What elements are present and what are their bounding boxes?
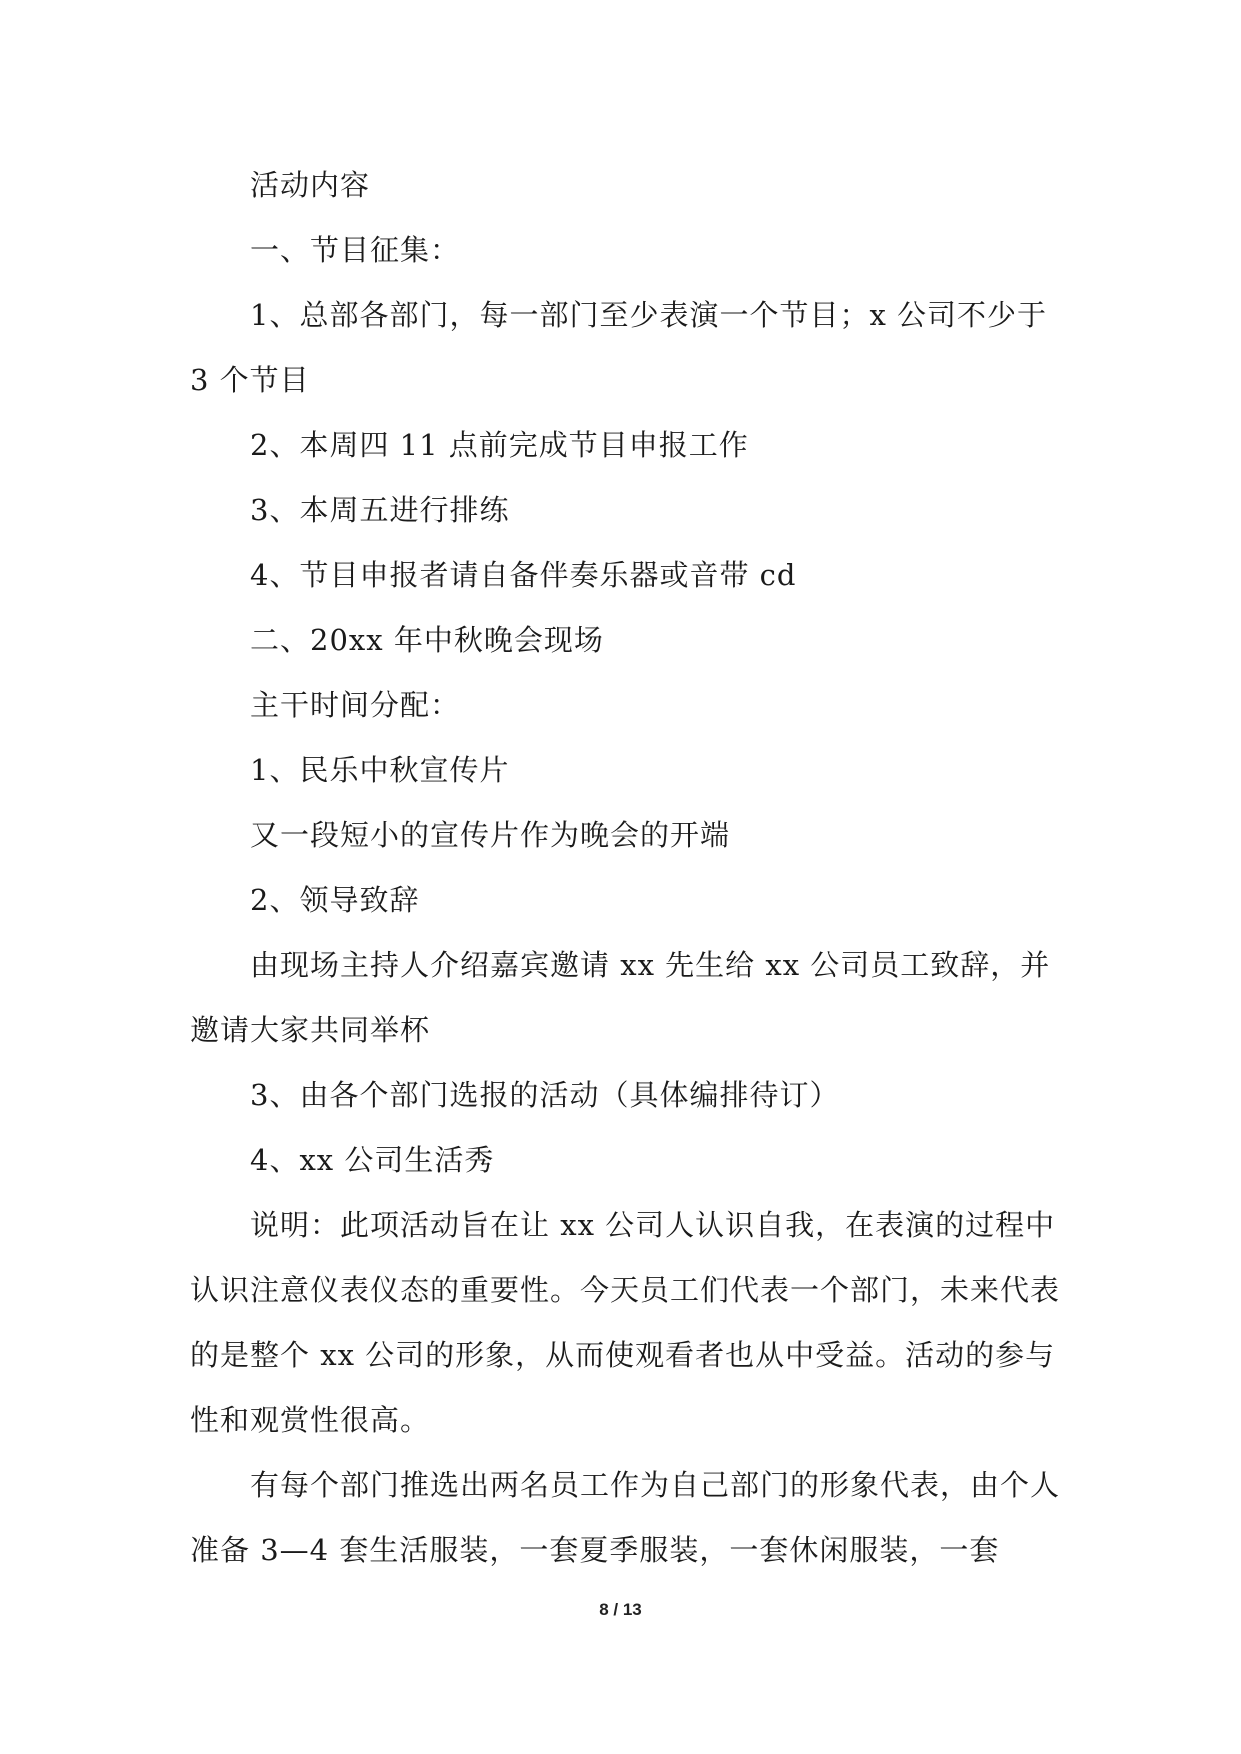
paragraph-section-heading: 活动内容 bbox=[250, 168, 371, 202]
paragraph-promo-desc: 又一段短小的宣传片作为晚会的开端 bbox=[250, 818, 731, 852]
paragraph-promo-film: 1、民乐中秋宣传片 bbox=[250, 753, 510, 787]
paragraph-speech-desc: 由现场主持人介绍嘉宾邀请 xx 先生给 xx 公司员工致辞，并邀请大家共同举杯 bbox=[190, 948, 1051, 1047]
paragraph-program-collection: 一、节目征集： bbox=[250, 233, 461, 267]
paragraph-representatives: 有每个部门推选出两名员工作为自己部门的形象代表，由个人准备 3—4 套生活服装，一套夏季服装，一套休闲服装，一套 bbox=[190, 1468, 1061, 1567]
paragraph-item-4: 4、节目申报者请自备伴奏乐器或音带 cd bbox=[250, 558, 797, 592]
document-body bbox=[190, 153, 1062, 1583]
paragraph-item-1: 1、总部各部门，每一部门至少表演一个节目；x 公司不少于 3 个节目 bbox=[190, 298, 1048, 397]
paragraph-item-3: 3、本周五进行排练 bbox=[250, 493, 510, 527]
paragraph-department-activities: 3、由各个部门选报的活动（具体编排待订） bbox=[250, 1078, 840, 1112]
paragraph-gala-section: 二、20xx 年中秋晚会现场 bbox=[250, 623, 604, 657]
paragraph-time-allocation: 主干时间分配： bbox=[250, 688, 461, 722]
paragraph-life-show: 4、xx 公司生活秀 bbox=[250, 1143, 495, 1177]
paragraph-explanation: 说明：此项活动旨在让 xx 公司人认识自我，在表演的过程中认识注意仪表仪态的重要性。今天员工们代表一个部门，未来代表的是整个 xx 公司的形象，从而使观看者也从中受益。活动的参与性和观赏性很高。 bbox=[190, 1208, 1061, 1437]
paragraph-leader-speech: 2、领导致辞 bbox=[250, 883, 420, 917]
paragraph-item-2: 2、本周四 11 点前完成节目申报工作 bbox=[250, 428, 749, 462]
page-number: 8 / 13 bbox=[599, 1600, 642, 1619]
